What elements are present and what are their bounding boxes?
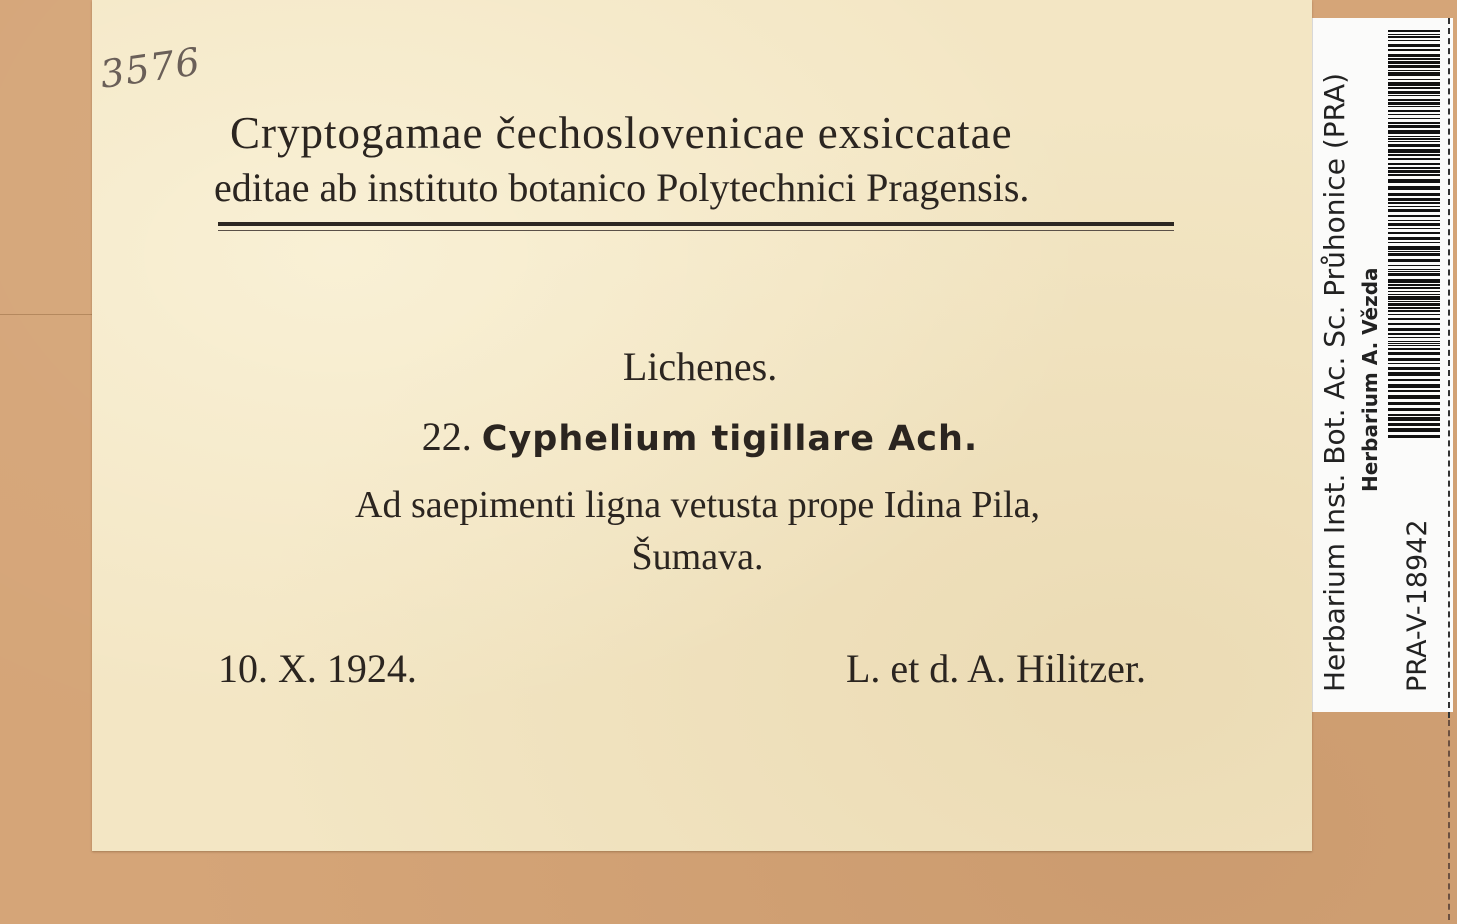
barcode-bar <box>1388 141 1440 142</box>
barcode-bar <box>1388 144 1440 147</box>
barcode-bar <box>1388 428 1440 432</box>
species-name: Cyphelium tigillare Ach. <box>481 419 979 459</box>
locality <box>0 479 1395 583</box>
barcode-bar <box>1388 82 1440 86</box>
barcode-bar <box>1388 154 1440 156</box>
barcode-bar <box>1388 136 1440 137</box>
barcode-bar <box>1388 287 1440 289</box>
barcode-bar <box>1388 34 1440 35</box>
barcode-bar <box>1388 279 1440 283</box>
barcode-bar <box>1388 70 1440 71</box>
barcode-bar <box>1388 323 1440 325</box>
barcode-bar <box>1388 273 1440 276</box>
species-number: 22. <box>421 414 472 459</box>
kraft-dashed-edge <box>1448 720 1450 920</box>
barcode-bar <box>1388 343 1440 344</box>
barcode-bar <box>1388 435 1440 438</box>
barcode-bar <box>1388 352 1440 355</box>
barcode-bar <box>1388 402 1440 405</box>
barcode-bar <box>1388 122 1440 124</box>
barcode-bar <box>1388 251 1440 252</box>
barcode-bar <box>1388 337 1440 338</box>
barcode-bar <box>1388 291 1440 292</box>
barcode-bar <box>1388 301 1440 302</box>
barcode-bar <box>1388 174 1440 176</box>
barcode-bar <box>1388 167 1440 169</box>
barcode-bar <box>1388 228 1440 229</box>
barcode-bar <box>1388 215 1440 217</box>
barcode-bar <box>1388 36 1440 38</box>
barcode-bar <box>1388 246 1440 250</box>
barcode-bar <box>1388 44 1440 47</box>
title-rule-thin <box>218 230 1174 231</box>
barcode-bar <box>1388 232 1440 234</box>
label-title: Cryptogamae čechoslovenicae exsiccatae <box>230 108 1013 158</box>
barcode-bar <box>1388 328 1440 331</box>
barcode-bar <box>1388 341 1440 342</box>
barcode-bar <box>1388 314 1440 315</box>
barcode-bar <box>1388 125 1440 128</box>
barcode-bar <box>1388 198 1440 201</box>
barcode-bar <box>1388 110 1440 112</box>
barcode-bar <box>1388 223 1440 226</box>
barcode-bar <box>1388 363 1440 364</box>
barcode-bar <box>1388 118 1440 119</box>
barcode-bar <box>1388 179 1440 183</box>
title-rule-thick <box>218 222 1174 226</box>
barcode-bar <box>1388 414 1440 416</box>
barcode-bar <box>1388 237 1440 240</box>
barcode-icon <box>1388 30 1440 440</box>
barcode-bar <box>1388 114 1440 115</box>
barcode-bar <box>1388 149 1440 153</box>
barcode-bar <box>1388 209 1440 212</box>
barcode-bar <box>1388 310 1440 312</box>
barcode-bar <box>1388 170 1440 173</box>
barcode-bar <box>1388 358 1440 361</box>
barcode-bar <box>1388 303 1440 306</box>
barcode-bar <box>1388 333 1440 335</box>
barcode-bar <box>1388 102 1440 105</box>
barcode-bar <box>1388 58 1440 60</box>
barcode-bar <box>1388 163 1440 165</box>
barcode-bar <box>1388 99 1440 101</box>
barcode-bar <box>1388 269 1440 270</box>
institution-text: Herbarium Inst. Bot. Ac. Sc. Průhonice (PRA) <box>1318 72 1351 692</box>
barcode-bar <box>1388 307 1440 309</box>
barcode-bar <box>1388 294 1440 295</box>
label-subtitle: editae ab instituto botanico Polytechnici Pragensis. <box>214 165 1030 210</box>
locality-line-2: Šumava. <box>631 536 764 578</box>
barcode-bar <box>1388 87 1440 89</box>
barcode-bar <box>1388 30 1440 32</box>
barcode-bar <box>1388 130 1440 134</box>
barcode-bar <box>1388 61 1440 64</box>
barcode-bar <box>1388 54 1440 57</box>
barcode-bar <box>1388 202 1440 204</box>
group-heading: Lichenes. <box>622 344 778 389</box>
barcode-bar <box>1388 271 1440 272</box>
collection-text: Herbarium A. Vězda <box>1358 267 1382 492</box>
barcode-bar <box>1388 95 1440 96</box>
barcode-bar <box>1388 91 1440 94</box>
barcode-bar <box>1388 259 1440 262</box>
barcode-bar <box>1388 318 1440 320</box>
species-line <box>0 413 1400 460</box>
barcode-bar <box>1388 296 1440 300</box>
barcode-bar <box>1388 384 1440 388</box>
barcode-bar <box>1388 284 1440 286</box>
barcode-bar <box>1388 417 1440 421</box>
catalog-number: PRA-V-18942 <box>1402 519 1433 692</box>
barcode-bar <box>1388 265 1440 266</box>
strip-dashed-edge <box>1448 18 1450 718</box>
barcode-bar <box>1388 379 1440 381</box>
barcode-bar <box>1388 186 1440 190</box>
barcode-bar <box>1388 423 1440 426</box>
barcode-bar <box>1388 49 1440 51</box>
barcode-bar <box>1388 348 1440 350</box>
collector: L. et d. A. Hilitzer. <box>846 646 1146 691</box>
barcode-bar <box>1388 253 1440 256</box>
barcode-bar <box>1388 138 1440 140</box>
barcode-bar <box>1388 40 1440 41</box>
barcode-bar <box>1388 206 1440 207</box>
barcode-bar <box>1388 395 1440 399</box>
barcode-bar <box>1388 65 1440 68</box>
barcode-bar <box>1388 367 1440 370</box>
collection-date: 10. X. 1924. <box>218 646 417 691</box>
barcode-bar <box>1388 158 1440 160</box>
barcode-bar <box>1388 72 1440 76</box>
barcode-bar <box>1388 408 1440 411</box>
barcode-bar <box>1388 193 1440 196</box>
barcode-bar <box>1388 242 1440 243</box>
barcode-bar <box>1388 372 1440 376</box>
locality-line-1: Ad saepimenti ligna vetusta prope Idina Pila, <box>355 484 1040 526</box>
barcode-bar <box>1388 390 1440 392</box>
barcode-bar <box>1388 106 1440 107</box>
kraft-edge-line <box>0 314 96 315</box>
barcode-bar <box>1388 220 1440 221</box>
handwritten-number: 3576 <box>97 39 204 97</box>
barcode-bar <box>1388 79 1440 80</box>
barcode-bar <box>1388 345 1440 346</box>
